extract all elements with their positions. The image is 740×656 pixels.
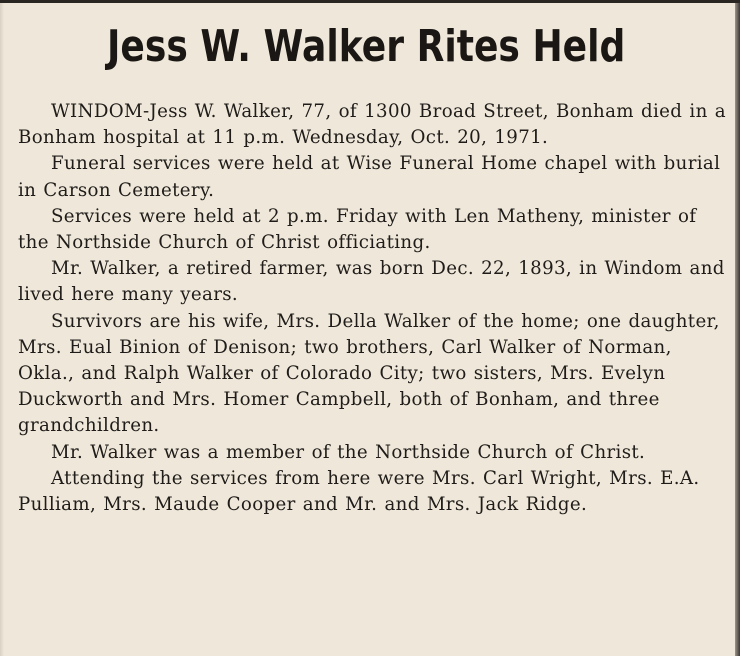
paragraph-membership: Mr. Walker was a member of the Northside Church of Christ. — [51, 441, 646, 463]
paragraph-biography: Mr. Walker, a retired farmer, was born Dec. 22, 1893, in Windom and lived here many years. — [18, 258, 725, 306]
clipping-left-edge — [0, 3, 4, 656]
headline: Jess W. Walker Rites Held — [106, 21, 626, 72]
article-body — [18, 99, 730, 518]
paragraph-funeral-home: Funeral services were held at Wise Funeral Home chapel with burial in Carson Cemetery. — [18, 153, 721, 201]
paragraph-death-notice: WINDOM-Jess W. Walker, 77, of 1300 Broad Street, Bonham died in a Bonham hospital at 11 p.m. Wednesday, Oct. 20, 1971. — [18, 101, 726, 149]
paragraph-survivors: Survivors are his wife, Mrs. Della Walker of the home; one daughter, Mrs. Eual Binion of Denison; two brothers, Carl Walker of Norman, Okla., and Ralph Walker of Colorado City; two sisters, Mrs. Evelyn Duckworth and Mrs. Homer Campbell, both of Bonham, and three grandchildren. — [18, 310, 720, 437]
clipping-right-edge — [735, 3, 740, 656]
paragraph-attendees: Attending the services from here were Mrs. Carl Wright, Mrs. E.A. Pulliam, Mrs. Maude Cooper and Mr. and Mrs. Jack Ridge. — [18, 467, 700, 516]
paragraph-services: Services were held at 2 p.m. Friday with Len Matheny, minister of the Northside Church of Christ officiating. — [18, 205, 697, 254]
